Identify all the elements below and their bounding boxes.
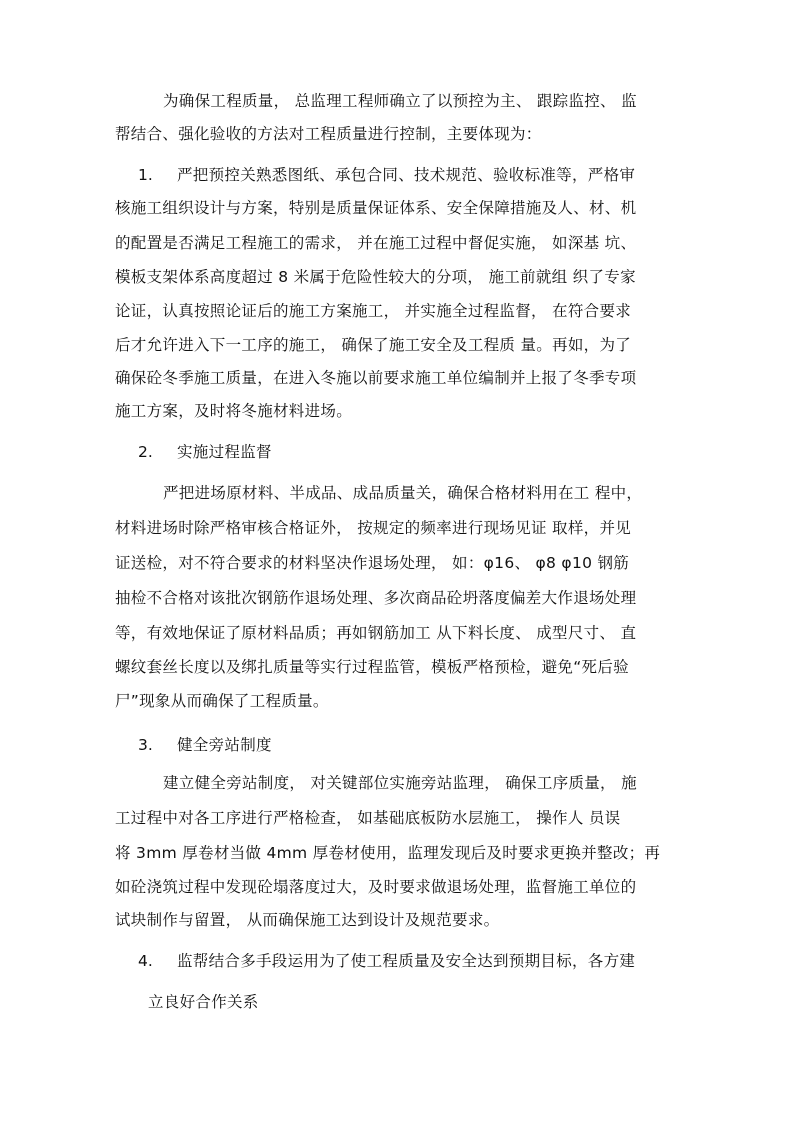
item-number: 4. bbox=[138, 952, 153, 970]
item-line: 将 3mm 厚卷材当做 4mm 厚卷材使用，监理发现后及时要求更换并整改；再 bbox=[115, 844, 661, 862]
item-line: 确保砼冬季施工质量，在进入冬施以前要求施工单位编制并上报了冬季专项 bbox=[115, 369, 637, 387]
item-line: 如砼浇筑过程中发现砼塌落度过大，及时要求做退场处理，监督施工单位的 bbox=[115, 878, 637, 896]
item-title: 实施过程监督 bbox=[177, 443, 272, 461]
item-line: 尸”现象从而确保了工程质量。 bbox=[115, 692, 329, 710]
item-line: 论证，认真按照论证后的施工方案施工， 并实施全过程监督， 在符合要求 bbox=[115, 302, 632, 320]
item-line: 证送检，对不符合要求的材料坚决作退场处理， 如：φ16、 φ8 φ10 钢筋 bbox=[115, 554, 630, 572]
item-number: 2. bbox=[138, 443, 153, 461]
item-title: 健全旁站制度 bbox=[177, 736, 272, 754]
item-title: 立良好合作关系 bbox=[148, 993, 259, 1011]
item-number: 1. bbox=[138, 166, 153, 184]
item-line: 工过程中对各工序进行严格检查， 如基础底板防水层施工， 操作人 员误 bbox=[115, 809, 621, 827]
item-line: 试块制作与留置， 从而确保施工达到设计及规范要求。 bbox=[115, 911, 500, 929]
item-line: 严把进场原材料、半成品、成品质量关，确保合格材料用在工 程中， bbox=[163, 484, 643, 502]
intro-line: 帮结合、强化验收的方法对工程质量进行控制，主要体现为： bbox=[115, 125, 542, 143]
item-line: 模板支架体系高度超过 8 米属于危险性较大的分项， 施工前就组 织了专家 bbox=[115, 268, 636, 286]
item-line: 施工方案，及时将冬施材料进场。 bbox=[115, 402, 353, 420]
item-line: 核施工组织设计与方案，特别是质量保证体系、安全保障措施及人、材、机 bbox=[115, 199, 637, 217]
item-line: 等，有效地保证了原材料品质；再如钢筋加工 从下料长度、 成型尺寸、 直 bbox=[115, 624, 637, 642]
item-line: 的配置是否满足工程施工的需求， 并在施工过程中督促实施， 如深基 坑、 bbox=[115, 234, 637, 252]
item-line: 后才允许进入下一工序的施工， 确保了施工安全及工程质 量。再如，为了 bbox=[115, 336, 632, 354]
item-line: 材料进场时除严格审核合格证外， 按规定的频率进行现场见证 取样，并见 bbox=[115, 519, 632, 537]
item-line: 建立健全旁站制度， 对关键部位实施旁站监理， 确保工序质量， 施 bbox=[163, 774, 637, 792]
item-number: 3. bbox=[138, 736, 153, 754]
item-line: 严把预控关熟悉图纸、承包合同、技术规范、验收标准等，严格审 bbox=[177, 166, 636, 184]
item-line: 螺纹套丝长度以及绑扎质量等实行过程监管，模板严格预检，避免“死后验 bbox=[115, 658, 629, 676]
item-line: 抽检不合格对该批次钢筋作退场处理、多次商品砼坍落度偏差大作退场处理 bbox=[115, 589, 637, 607]
intro-line: 为确保工程质量， 总监理工程师确立了以预控为主、 跟踪监控、 监 bbox=[163, 92, 637, 110]
item-title: 监帮结合多手段运用为了使工程质量及安全达到预期目标，各方建 bbox=[177, 952, 636, 970]
